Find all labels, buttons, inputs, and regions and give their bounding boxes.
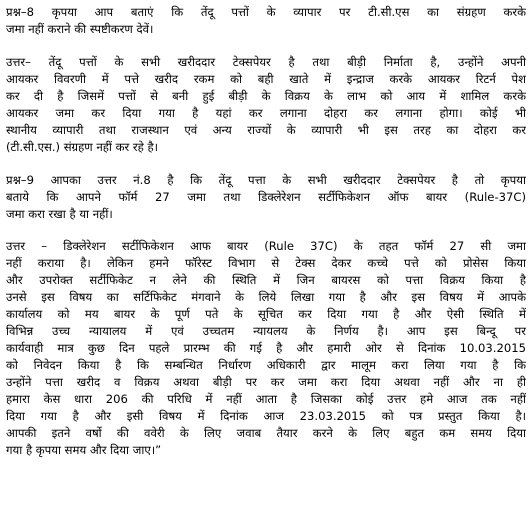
answer-9	[6, 238, 526, 459]
text-line: विभिन्न उच्च न्यायालय में एवं उच्चतम न्यायलय के निर्णय है। आप इस बिन्दू पर	[6, 324, 526, 338]
text-line: स्थानीय व्यापारी तथा राजस्थान एवं अन्य राज्यों के व्यापारी भी इस तरह का दोहरा कर	[6, 123, 526, 137]
text-line: को निवेदन किया है कि सम्बन्धित निर्धारण अधिकारी द्वार मालूम करा लिया गया है कि	[6, 358, 526, 372]
text-line: प्रश्न–9 आपका उत्तर नं.8 है कि तेंदू पत्ता के सभी खरीददार टेक्सपेयर है तो कृपया	[6, 173, 526, 187]
text-line: गया है कृपया समय और दिया जाए।”	[6, 443, 162, 457]
text-line: उन्होंने पत्ता खरीद व विक्रय अथवा बीड़ी पर कर जमा करा दिया अथवा नहीं और ना ही	[6, 375, 526, 389]
document-body	[6, 4, 526, 459]
text-line: कार्यवाही मात्र कुछ दिन पहले प्रारम्भ की गई है और हमारी ओर से दिनांक 10.03.2015	[6, 341, 526, 355]
text-line: आयकर विवरणी में पत्ते खरीद रकम को बही खाते में इन्द्राज करके आयकर रिटर्न पेश	[6, 72, 526, 86]
text-line: और उपरोक्त सर्टीफिकेट न लेने की स्थिति में जिन बायरस को पत्ता विक्रय किया है	[6, 273, 526, 287]
text-line: आयकर जमा कर दिया गया है यहां कर लगाना दोहरा कर लगाना होगा। कोई भी	[6, 106, 526, 120]
paragraph-gap	[6, 38, 526, 54]
text-line: उत्तर – डिक्लेरेशन सर्टीफिकेशन आफ बायर (Rule 37C) के तहत फॉर्म 27 सी जमा	[6, 239, 526, 253]
text-line: जमा नहीं कराने की स्पष्टीकरण देवें।	[6, 22, 154, 36]
question-8	[6, 4, 526, 38]
text-line: नहीं कराया है। लेकिन हमने फॉरेस्ट विभाग से टेक्स देकर कच्चे पत्ते को प्रोसेस किया	[6, 256, 526, 270]
question-9	[6, 172, 526, 223]
text-line: कार्यालय को मय बायर के पूर्ण पते के सूचित कर दिया गया है और ऐसी स्थिति में	[6, 307, 526, 321]
text-line: प्रश्न–8 कृपया आप बताएं कि तेंदू पत्तों के व्यापार पर टी.सी.एस का संग्रहण करके	[6, 5, 526, 19]
text-line: कर दी है जिसमें पत्तों से बनी हुई बीड़ी के विक्रय के लाभ को आय में शामिल करके	[6, 89, 526, 103]
text-line: आपकी इतने वर्षो की ववेरी के लिए जवाब तैयार करने के लिए बहुत कम समय दिया	[6, 426, 526, 440]
text-line: उनसे इस विषय का सर्टिफिकेट मंगवाने के लिये लिखा गया है और इस विषय में आपके	[6, 290, 526, 304]
text-line: हमारा केस धारा 206 की परिधि में नहीं आता है जिसका कोई उत्तर हमे आज तक नहीं	[6, 392, 526, 406]
paragraph-gap	[6, 156, 526, 172]
text-line: दिया गया है और इसी विषय में दिनांक आज 23.03.2015 को पत्र प्रस्तुत किया है।	[6, 409, 526, 423]
text-line: (टी.सी.एस.) संग्रहण नहीं कर रहे है।	[6, 140, 159, 154]
paragraph-gap	[6, 223, 526, 238]
answer-8	[6, 54, 526, 156]
text-line: बताये कि आपने फॉर्म 27 जमा तथा डिक्लेरेशन सर्टीफिकेशन ऑफ बायर (Rule-37C)	[6, 190, 526, 204]
text-line: उत्तर– तेंदू पत्तों के सभी खरीददार टेक्सपेयर है तथा बीड़ी निर्माता है, उन्होंने अपनी	[6, 55, 526, 69]
text-line: जमा करा रखा है या नहीं।	[6, 207, 113, 221]
